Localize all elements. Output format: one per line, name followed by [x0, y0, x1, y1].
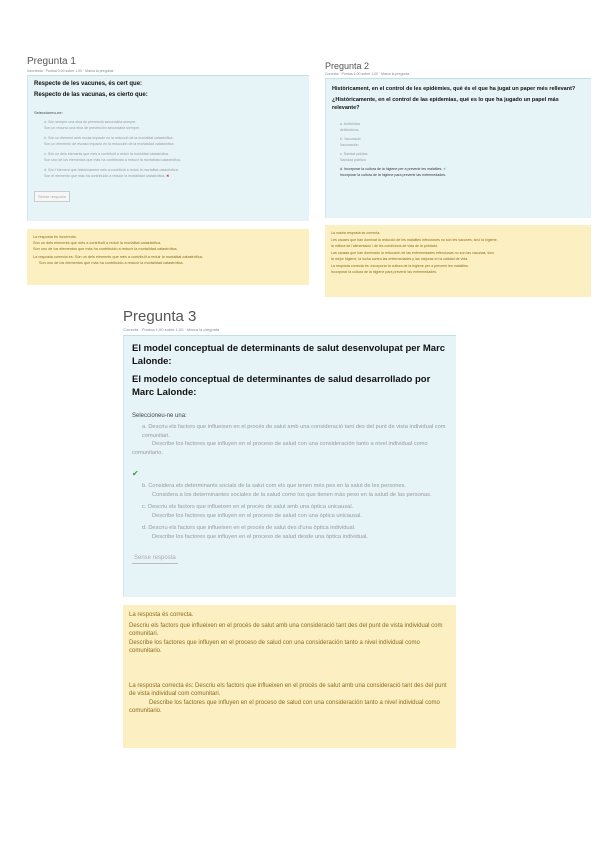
question-title: Pregunta 1	[27, 56, 76, 67]
clear-answer-button[interactable]: Sense resposta	[34, 191, 70, 202]
correct-icon: ✔	[132, 469, 139, 478]
option-d[interactable]: d. Descriu els factors que influeixen en el procés de salut des d'una òptica individual. Describe los factores que influyen en el proceso de salud desde una óptica individual.	[142, 525, 368, 540]
option-d[interactable]: d. Incorporar la cultura de la higiene per a prevenir les malalties. ✔ Incorporar la cultura de la higiene para prevenir las enfermedades.	[340, 167, 447, 177]
question-body	[325, 78, 591, 218]
question-text-es: ¿Históricamente, en el control de las epidemias, qué es lo que ha jugado un papel más relevante?	[332, 97, 559, 111]
question-text-ca: El model conceptual de determinants de salut desenvolupat per Marc Lalonde:	[132, 343, 446, 367]
question-body	[123, 335, 456, 597]
option-c[interactable]: c. Són un dels elements que més a contribuït a reduir la mortalitat catastròfica. Son uno de los elementos que más ha contribuido a reducir la mortalidad catastrófica.	[44, 152, 181, 162]
question-meta: Correcta · Puntua 1,00 sobre 1,00 · Marca la pregunta	[325, 72, 410, 76]
option-b[interactable]: b. Són un element amb escàs impacte en la reducció de la mortalitat catastròfica. Son un elemento de escaso impacto en la reducción de la mortalidad catastrófica.	[44, 136, 175, 146]
option-a[interactable]: a. Antibiòtics Antibióticos	[340, 122, 361, 132]
select-label: Seleccioneu-ne:	[34, 110, 63, 115]
option-b[interactable]: b. Vacunació Vacunación	[340, 137, 361, 147]
correct-icon: ✔	[443, 167, 447, 171]
question-body	[27, 75, 309, 221]
feedback: La resposta és correcta. Descriu els factors que influeixen en el procés de salut amb una consideració tant des del punt de vista individual com comunitari. Describe los factores que influyen en el proceso de salud con una consideración tanto a nivel individual como comunitario. La resposta correcta és: Descriu els factors que influeixen en el procés de salut amb una consideració tant des del punt de vista individual com comunitari. Describe los factores que influyen en el proceso de salud con una consideración tanto a nivel individual como comunitario.	[123, 605, 456, 748]
option-c[interactable]: c. Sanitat pública Sanidad pública	[340, 152, 368, 162]
option-d[interactable]: d. Són l'element que històricament més a contribuït a reduir la mortalitat catastròfica. Son el elemento que más ha contribuido a reducir la mortalidad catastrófica. ✖	[44, 168, 179, 178]
feedback: La resposta és incorrecta. Són un dels elements que més a contribuït a reduir la mortalitat catastròfica. Son uno de los elementos que más ha contribuido a reducir la mortalidad catastrófica. La resposta correcta és: Són un dels elements que més a contribuït a reduir la mortalitat catastròfica. Son uno de los elementos que más ha contribuido a reducir la mortalidad catastrófica.	[27, 229, 309, 285]
question-meta: Correcta · Puntua 1,00 sobre 1,00 · Marca la pregunta	[123, 327, 220, 332]
question-1	[27, 56, 309, 285]
question-title: Pregunta 2	[325, 61, 370, 71]
option-c[interactable]: c. Descriu els factors que influeixen en el procés de salut amb una òptica unicausal. Describe los factores que influyen en el proceso de salud con una óptica unicausal.	[142, 504, 362, 519]
question-text-ca: Històricament, en el control de les epidèmies, què és el que ha jugat un paper més rellevant?	[332, 86, 576, 92]
select-label: Seleccioneu-ne una:	[132, 413, 187, 419]
question-meta: Incorrecta · Puntua 0,00 sobre 1,00 · Marca la pregunta	[27, 69, 114, 73]
question-text-es: El modelo conceptual de determinantes de salud desarrollado por Marc Lalonde:	[132, 374, 431, 398]
question-2	[325, 61, 591, 297]
feedback: La vostra resposta és correcta. Les causes que han dominat la reducció de les malalties infeccioses no són les vacunes, sinó la higiene, la millora de l'alimentació i de les condicions de vida de la població. Las causas que han dominado la reducción de las enfermedades infecciosas no son las vacunas, sino la mejor higiene, la lucha contra las enfermedades y las mejoras en la calidad de vida. La resposta correcta és: Incorporar la cultura de la higiene per a prevenir les malalties. Incorporar la cultura de la higiene para prevenir las enfermedades.	[325, 225, 591, 297]
option-a[interactable]: a. Són sempre una eina de prevenció secundària sempre. Son un recurso una eina de prevención secundaria siempre.	[44, 120, 141, 130]
incorrect-icon: ✖	[166, 174, 170, 178]
question-title: Pregunta 3	[123, 308, 197, 325]
option-b[interactable]: b. Considera els determinants socials de la salut com els que tenen més pes en la salut de les persones. Considera a los determinantes sociales de la salud como los que tienen más peso en la salud de las personas.	[142, 483, 432, 498]
question-3	[123, 308, 456, 748]
question-text-ca: Respecte de les vacunes, és cert que:	[34, 81, 143, 87]
question-text-es: Respecto de las vacunas, es cierto que:	[34, 92, 148, 98]
option-a[interactable]: a. Descriu els factors que influeixen en el procés de salut amb una consideració tant des del punt de vista individual com comunitari. Describe los factores que influyen en el proceso de salud con una consideración tanto a nivel individual como comunitario.	[132, 424, 446, 456]
clear-answer-button[interactable]: Sense resposta	[132, 553, 178, 564]
